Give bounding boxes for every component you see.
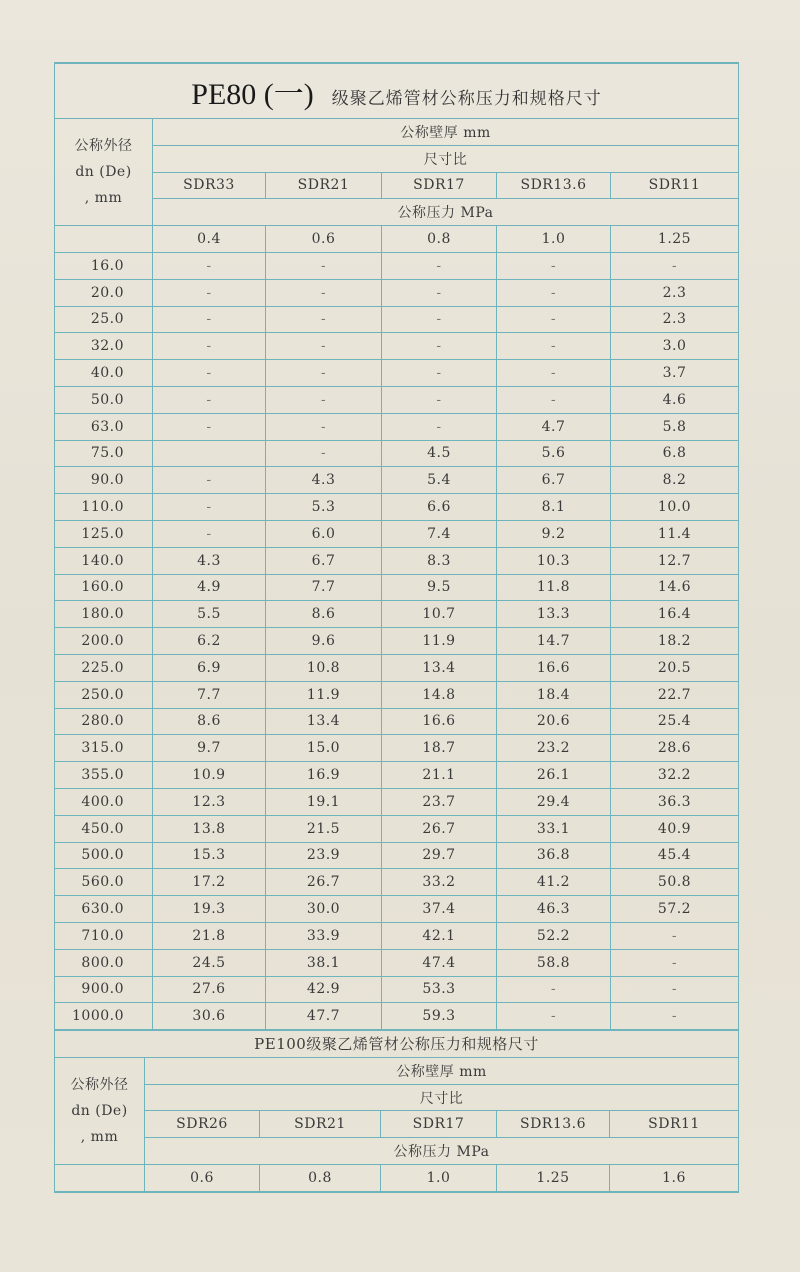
pressure-value: 1.0	[381, 1165, 497, 1192]
wall-thickness-value: -	[153, 333, 266, 360]
pe80-spec-table	[54, 62, 739, 1030]
wall-thickness-value: 4.3	[153, 547, 266, 574]
wall-thickness-value: 3.7	[611, 360, 739, 387]
wall-thickness-value: -	[153, 413, 266, 440]
wall-thickness-value: 20.6	[497, 708, 611, 735]
wall-thickness-value: 5.5	[153, 601, 266, 628]
wall-thickness-value: -	[611, 976, 739, 1003]
dn-value: 400.0	[55, 788, 153, 815]
table-row	[55, 520, 739, 547]
wall-thickness-value: 8.6	[266, 601, 382, 628]
wall-thickness-label: 公称壁厚 mm	[145, 1057, 739, 1084]
wall-thickness-value: 15.0	[266, 735, 382, 762]
wall-thickness-label: 公称壁厚 mm	[153, 119, 739, 146]
wall-thickness-value: 9.6	[266, 628, 382, 655]
pressure-label: 公称压力 MPa	[153, 199, 739, 226]
wall-thickness-value: 33.1	[497, 815, 611, 842]
table-row	[55, 252, 739, 279]
wall-thickness-value: 4.9	[153, 574, 266, 601]
pressure-value: 1.6	[610, 1165, 739, 1192]
pe100-spec-table	[54, 1030, 739, 1193]
sdr-label: 尺寸比	[153, 145, 739, 172]
table-row	[55, 628, 739, 655]
wall-thickness-value: -	[382, 360, 497, 387]
wall-thickness-value: 47.7	[266, 1003, 382, 1030]
wall-thickness-value: -	[266, 386, 382, 413]
sdr-column: SDR26	[145, 1111, 260, 1138]
wall-thickness-value: 21.5	[266, 815, 382, 842]
pressure-label: 公称压力 MPa	[145, 1138, 739, 1165]
wall-thickness-value: -	[382, 386, 497, 413]
table-row	[55, 976, 739, 1003]
wall-thickness-value: -	[497, 1003, 611, 1030]
wall-thickness-value: 57.2	[611, 896, 739, 923]
wall-thickness-value: -	[382, 306, 497, 333]
wall-thickness-value: -	[153, 494, 266, 521]
wall-thickness-value: 11.8	[497, 574, 611, 601]
wall-thickness-value: 30.6	[153, 1003, 266, 1030]
wall-thickness-value: 38.1	[266, 949, 382, 976]
empty-cell	[55, 1165, 145, 1192]
wall-thickness-value: -	[266, 413, 382, 440]
wall-thickness-value: 42.9	[266, 976, 382, 1003]
table-row	[55, 949, 739, 976]
pressure-value: 0.8	[260, 1165, 381, 1192]
row-header-line: dn (De)	[71, 1102, 128, 1119]
sdr-column: SDR17	[382, 172, 497, 199]
wall-thickness-value: 6.7	[497, 467, 611, 494]
dn-value: 280.0	[55, 708, 153, 735]
sdr-label: 尺寸比	[145, 1084, 739, 1111]
wall-thickness-value: -	[497, 360, 611, 387]
wall-thickness-value: 5.4	[382, 467, 497, 494]
wall-thickness-value: 5.6	[497, 440, 611, 467]
dn-value: 160.0	[55, 574, 153, 601]
table-row	[55, 333, 739, 360]
table-row	[55, 708, 739, 735]
wall-thickness-value: 4.5	[382, 440, 497, 467]
wall-thickness-value: 2.3	[611, 306, 739, 333]
wall-thickness-value: 58.8	[497, 949, 611, 976]
pressure-value: 0.8	[382, 226, 497, 253]
dn-value: 630.0	[55, 896, 153, 923]
table-row	[55, 574, 739, 601]
pressure-value: 1.25	[497, 1165, 610, 1192]
wall-thickness-value: 12.3	[153, 788, 266, 815]
wall-thickness-value: 26.7	[382, 815, 497, 842]
wall-thickness-value: 10.9	[153, 762, 266, 789]
wall-thickness-value: 24.5	[153, 949, 266, 976]
pressure-value: 1.0	[497, 226, 611, 253]
wall-thickness-value: 6.2	[153, 628, 266, 655]
wall-thickness-value: -	[382, 252, 497, 279]
empty-cell	[55, 226, 153, 253]
wall-thickness-value: 23.2	[497, 735, 611, 762]
wall-thickness-value: -	[611, 1003, 739, 1030]
wall-thickness-value: 4.3	[266, 467, 382, 494]
sdr-column: SDR17	[381, 1111, 497, 1138]
wall-thickness-value: -	[266, 440, 382, 467]
wall-thickness-value: -	[153, 360, 266, 387]
wall-thickness-value: 13.8	[153, 815, 266, 842]
dn-value: 450.0	[55, 815, 153, 842]
dn-value: 200.0	[55, 628, 153, 655]
wall-thickness-value: -	[611, 252, 739, 279]
wall-thickness-value: 42.1	[382, 922, 497, 949]
table-row	[55, 360, 739, 387]
wall-thickness-value: 17.2	[153, 869, 266, 896]
table-row	[55, 494, 739, 521]
dn-value: 500.0	[55, 842, 153, 869]
pe100-title: PE100级聚乙烯管材公称压力和规格尺寸	[55, 1031, 739, 1058]
wall-thickness-value: 8.1	[497, 494, 611, 521]
wall-thickness-value: -	[382, 413, 497, 440]
wall-thickness-value: 16.6	[497, 654, 611, 681]
sdr-column: SDR13.6	[497, 1111, 610, 1138]
wall-thickness-value: 6.9	[153, 654, 266, 681]
wall-thickness-value: 7.7	[153, 681, 266, 708]
wall-thickness-value: -	[497, 279, 611, 306]
table-row	[55, 467, 739, 494]
wall-thickness-value: 13.4	[266, 708, 382, 735]
table-row	[55, 869, 739, 896]
sdr-column: SDR33	[153, 172, 266, 199]
wall-thickness-value: 27.6	[153, 976, 266, 1003]
wall-thickness-value: 6.7	[266, 547, 382, 574]
wall-thickness-value: 9.2	[497, 520, 611, 547]
wall-thickness-value: 21.1	[382, 762, 497, 789]
wall-thickness-value: 4.6	[611, 386, 739, 413]
wall-thickness-value: -	[153, 306, 266, 333]
wall-thickness-value: 28.6	[611, 735, 739, 762]
wall-thickness-value: 14.6	[611, 574, 739, 601]
pressure-value: 1.25	[611, 226, 739, 253]
wall-thickness-value: 37.4	[382, 896, 497, 923]
wall-thickness-value	[153, 440, 266, 467]
pe80-row-header	[55, 119, 153, 226]
wall-thickness-value: 32.2	[611, 762, 739, 789]
table-row	[55, 735, 739, 762]
wall-thickness-value: 19.1	[266, 788, 382, 815]
dn-value: 63.0	[55, 413, 153, 440]
wall-thickness-value: 23.9	[266, 842, 382, 869]
dn-value: 40.0	[55, 360, 153, 387]
document-sheet	[54, 62, 738, 1193]
wall-thickness-value: 52.2	[497, 922, 611, 949]
wall-thickness-value: -	[153, 520, 266, 547]
table-row	[55, 306, 739, 333]
wall-thickness-value: -	[266, 360, 382, 387]
wall-thickness-value: 10.0	[611, 494, 739, 521]
wall-thickness-value: 14.7	[497, 628, 611, 655]
pressure-value: 0.4	[153, 226, 266, 253]
dn-value: 560.0	[55, 869, 153, 896]
wall-thickness-value: 12.7	[611, 547, 739, 574]
table-row	[55, 440, 739, 467]
wall-thickness-value: 16.9	[266, 762, 382, 789]
pe80-subtitle: 级聚乙烯管材公称压力和规格尺寸	[331, 89, 602, 109]
dn-value: 180.0	[55, 601, 153, 628]
wall-thickness-value: -	[497, 976, 611, 1003]
wall-thickness-value: 11.9	[382, 628, 497, 655]
sdr-column: SDR13.6	[497, 172, 611, 199]
wall-thickness-value: -	[497, 333, 611, 360]
wall-thickness-value: -	[153, 252, 266, 279]
pressure-value: 0.6	[266, 226, 382, 253]
sdr-column: SDR11	[610, 1111, 739, 1138]
wall-thickness-value: -	[266, 333, 382, 360]
wall-thickness-value: -	[266, 279, 382, 306]
dn-value: 50.0	[55, 386, 153, 413]
row-header-line: 公称外径	[74, 138, 133, 155]
table-row	[55, 762, 739, 789]
wall-thickness-value: 8.3	[382, 547, 497, 574]
dn-value: 710.0	[55, 922, 153, 949]
wall-thickness-value: -	[153, 467, 266, 494]
dn-value: 32.0	[55, 333, 153, 360]
wall-thickness-value: 10.3	[497, 547, 611, 574]
wall-thickness-value: 36.3	[611, 788, 739, 815]
dn-value: 225.0	[55, 654, 153, 681]
wall-thickness-value: -	[497, 252, 611, 279]
wall-thickness-value: 4.7	[497, 413, 611, 440]
wall-thickness-value: 19.3	[153, 896, 266, 923]
wall-thickness-value: 13.4	[382, 654, 497, 681]
wall-thickness-value: 26.1	[497, 762, 611, 789]
wall-thickness-value: 29.7	[382, 842, 497, 869]
wall-thickness-value: -	[266, 306, 382, 333]
row-header-line: , mm	[80, 1128, 119, 1145]
wall-thickness-value: 8.2	[611, 467, 739, 494]
wall-thickness-value: 29.4	[497, 788, 611, 815]
wall-thickness-value: 7.4	[382, 520, 497, 547]
row-header-line: 公称外径	[70, 1076, 129, 1093]
wall-thickness-value: -	[497, 306, 611, 333]
table-row	[55, 788, 739, 815]
table-row	[55, 1003, 739, 1030]
wall-thickness-value: 6.0	[266, 520, 382, 547]
table-row	[55, 547, 739, 574]
table-row	[55, 386, 739, 413]
dn-value: 1000.0	[55, 1003, 153, 1030]
table-row	[55, 279, 739, 306]
wall-thickness-value: 53.3	[382, 976, 497, 1003]
dn-value: 75.0	[55, 440, 153, 467]
table-row	[55, 601, 739, 628]
dn-value: 140.0	[55, 547, 153, 574]
wall-thickness-value: 47.4	[382, 949, 497, 976]
wall-thickness-value: -	[382, 279, 497, 306]
dn-value: 800.0	[55, 949, 153, 976]
dn-value: 355.0	[55, 762, 153, 789]
table-row	[55, 922, 739, 949]
wall-thickness-value: -	[382, 333, 497, 360]
wall-thickness-value: 33.9	[266, 922, 382, 949]
dn-value: 20.0	[55, 279, 153, 306]
pe80-table-body	[55, 63, 739, 1030]
wall-thickness-value: 14.8	[382, 681, 497, 708]
wall-thickness-value: 5.3	[266, 494, 382, 521]
wall-thickness-value: 21.8	[153, 922, 266, 949]
wall-thickness-value: -	[611, 922, 739, 949]
dn-value: 125.0	[55, 520, 153, 547]
wall-thickness-value: 2.3	[611, 279, 739, 306]
pe80-title-cell	[55, 63, 739, 119]
sdr-column: SDR21	[266, 172, 382, 199]
table-row	[55, 815, 739, 842]
pressure-value: 0.6	[145, 1165, 260, 1192]
wall-thickness-value: 10.7	[382, 601, 497, 628]
table-row	[55, 681, 739, 708]
wall-thickness-value: 45.4	[611, 842, 739, 869]
wall-thickness-value: 5.8	[611, 413, 739, 440]
wall-thickness-value: 18.2	[611, 628, 739, 655]
wall-thickness-value: 18.7	[382, 735, 497, 762]
wall-thickness-value: 13.3	[497, 601, 611, 628]
wall-thickness-value: 3.0	[611, 333, 739, 360]
wall-thickness-value: 33.2	[382, 869, 497, 896]
wall-thickness-value: 7.7	[266, 574, 382, 601]
wall-thickness-value: 20.5	[611, 654, 739, 681]
sdr-column: SDR21	[260, 1111, 381, 1138]
wall-thickness-value: -	[153, 279, 266, 306]
wall-thickness-value: 18.4	[497, 681, 611, 708]
wall-thickness-value: 50.8	[611, 869, 739, 896]
sdr-column: SDR11	[611, 172, 739, 199]
table-row	[55, 654, 739, 681]
wall-thickness-value: 9.7	[153, 735, 266, 762]
row-header-line: dn (De)	[75, 164, 132, 181]
wall-thickness-value: 46.3	[497, 896, 611, 923]
pe80-title: PE80 (一)	[191, 78, 314, 111]
wall-thickness-value: 59.3	[382, 1003, 497, 1030]
wall-thickness-value: 11.4	[611, 520, 739, 547]
wall-thickness-value: 10.8	[266, 654, 382, 681]
wall-thickness-value: 25.4	[611, 708, 739, 735]
dn-value: 16.0	[55, 252, 153, 279]
dn-value: 110.0	[55, 494, 153, 521]
wall-thickness-value: 22.7	[611, 681, 739, 708]
wall-thickness-value: -	[153, 386, 266, 413]
dn-value: 90.0	[55, 467, 153, 494]
wall-thickness-value: 30.0	[266, 896, 382, 923]
dn-value: 315.0	[55, 735, 153, 762]
wall-thickness-value: 9.5	[382, 574, 497, 601]
wall-thickness-value: 26.7	[266, 869, 382, 896]
table-row	[55, 896, 739, 923]
wall-thickness-value: 36.8	[497, 842, 611, 869]
pe100-row-header	[55, 1057, 145, 1164]
wall-thickness-value: 6.8	[611, 440, 739, 467]
table-row	[55, 842, 739, 869]
wall-thickness-value: 41.2	[497, 869, 611, 896]
wall-thickness-value: 6.6	[382, 494, 497, 521]
dn-value: 25.0	[55, 306, 153, 333]
row-header-line: , mm	[84, 190, 123, 207]
dn-value: 900.0	[55, 976, 153, 1003]
wall-thickness-value: 16.6	[382, 708, 497, 735]
wall-thickness-value: -	[266, 252, 382, 279]
wall-thickness-value: 15.3	[153, 842, 266, 869]
table-row	[55, 413, 739, 440]
wall-thickness-value: -	[611, 949, 739, 976]
wall-thickness-value: 16.4	[611, 601, 739, 628]
dn-value: 250.0	[55, 681, 153, 708]
wall-thickness-value: 23.7	[382, 788, 497, 815]
wall-thickness-value: 11.9	[266, 681, 382, 708]
wall-thickness-value: 8.6	[153, 708, 266, 735]
wall-thickness-value: -	[497, 386, 611, 413]
wall-thickness-value: 40.9	[611, 815, 739, 842]
